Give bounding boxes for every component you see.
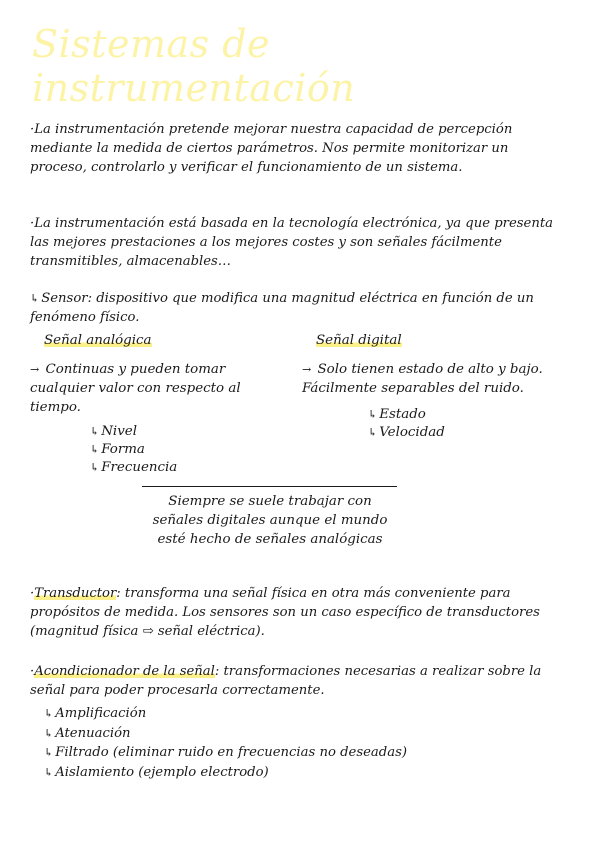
center-note: Siempre se suele trabajar con señales digitales aunque el mundo esté hecho de señales analógicas [152, 494, 388, 547]
acondicionador-text: : transformaciones necesarias a realizar sobre la señal para poder procesarla correctamente. [30, 664, 542, 698]
list-item: ↳ Frecuencia [90, 460, 178, 475]
sub-arrow-icon: ↳ [44, 765, 54, 779]
sub-arrow-icon: ↳ [44, 707, 54, 720]
list-item: ↳ Forma [90, 442, 145, 457]
sensor-arrow-icon: ↳ [30, 292, 40, 305]
sub-arrow-icon: ↳ [90, 425, 100, 438]
digital-arrow-icon: → [302, 363, 312, 376]
sub-arrow-icon: ↳ [44, 746, 54, 759]
sub-arrow-icon: ↳ [368, 408, 378, 421]
sensor-label: Sensor [41, 291, 88, 306]
page-title: Sistemas de instrumentación [32, 22, 356, 110]
list-item: ↳ Nivel [90, 424, 137, 439]
acondicionador-label: Acondicionador de la señal [34, 664, 215, 679]
analog-arrow-icon: → [30, 363, 40, 376]
acondicionador-definition: ·Acondicionador de la señal: transformaciones necesarias a realizar sobre la señal para poder procesarla correctamente. [30, 664, 542, 698]
analog-description [30, 360, 280, 417]
list-item: ↳ Atenuación [44, 725, 131, 741]
analog-text: Continuas y pueden tomar cualquier valor con respecto al tiempo. [30, 362, 241, 415]
sub-arrow-icon: ↳ [368, 426, 378, 439]
acondicionador-list [44, 704, 575, 782]
list-item: ↳ Aislamiento (ejemplo electrodo) [44, 764, 269, 780]
list-item: ↳ Amplificación [44, 706, 147, 721]
analog-properties-list [90, 423, 280, 477]
digital-text: Solo tienen estado de alto y bajo. Fácilmente separables del ruido. [302, 362, 543, 396]
sub-arrow-icon: ↳ [90, 461, 100, 474]
digital-signal-column [302, 331, 570, 442]
list-item: ↳ Velocidad [368, 425, 445, 440]
paragraph-instrumentation-purpose: ·La instrumentación pretende mejorar nuestra capacidad de percepción mediante la medida de ciertos parámetros. Nos permite monitorizar un proceso, controlarlo y verificar el funcionamiento de un sistema. [30, 122, 513, 175]
analog-signal-column [30, 331, 280, 477]
section-divider [142, 486, 397, 487]
sensor-definition [30, 289, 575, 327]
acondicionador-section [30, 662, 575, 782]
list-item: ↳ Filtrado (eliminar ruido en frecuencias no deseadas) [44, 745, 407, 760]
digital-properties-list [368, 406, 570, 442]
transductor-text: : transforma una señal física en otra más conveniente para propósitos de medida. Los sensores son un caso específico de transductores (magnitud física ⇨ señal eléctrica). [30, 586, 540, 639]
transductor-label: Transductor [34, 586, 117, 601]
transductor-definition: ·Transductor: transforma una señal física en otra más conveniente para propósitos de medida. Los sensores son un caso específico de transductores (magnitud física ⇨ señal eléctrica). [30, 586, 540, 639]
sub-arrow-icon: ↳ [44, 726, 54, 740]
paragraph-instrumentation-electronics: ·La instrumentación está basada en la tecnología electrónica, ya que presenta las mejores prestaciones a los mejores costes y son señales fácilmente transmitibles, almacenables… [30, 216, 553, 269]
analog-heading: Señal analógica [44, 333, 152, 348]
digital-heading: Señal digital [316, 333, 402, 348]
digital-description [302, 360, 570, 398]
sub-arrow-icon: ↳ [90, 443, 100, 456]
sensor-text: : dispositivo que modifica una magnitud eléctrica en función de un fenómeno físico. [30, 291, 534, 325]
list-item: ↳ Estado [368, 407, 426, 422]
